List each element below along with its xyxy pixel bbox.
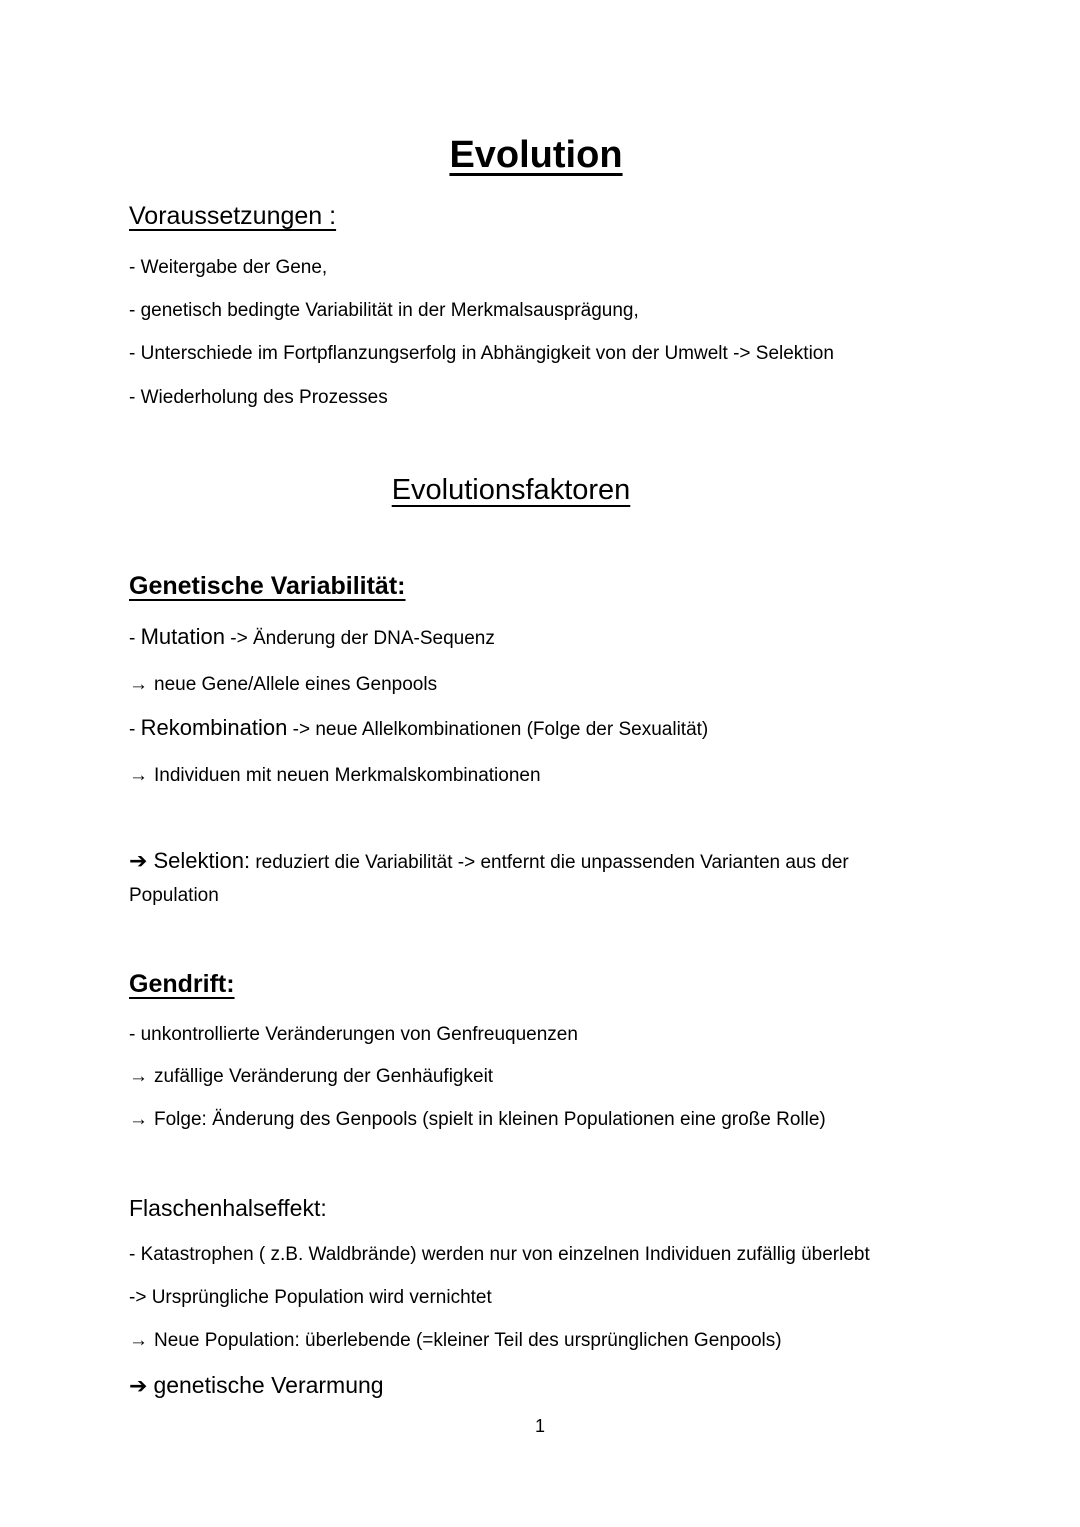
list-item: - Wiederholung des Prozesses	[129, 387, 388, 408]
flaschenhals-arrow-line	[129, 1330, 782, 1352]
bold-arrow-right-icon: ➔	[129, 848, 148, 873]
mutation-line	[129, 624, 495, 650]
rekombination-line	[129, 715, 708, 741]
flaschenhals-line: - Katastrophen ( z.B. Waldbrände) werden nur von einzelnen Individuen zufällig überlebt	[129, 1244, 870, 1265]
rekombination-result: Individuen mit neuen Merkmalskombinationen	[154, 765, 541, 786]
gendrift-heading: Gendrift:	[129, 970, 235, 998]
gendrift-line: - unkontrollierte Veränderungen von Genfreuquenzen	[129, 1024, 578, 1045]
flaschenhals-line-text: Neue Population: überlebende (=kleiner Teil des ursprünglichen Genpools)	[154, 1330, 782, 1351]
mutation-result-line	[129, 674, 437, 696]
arrow-right-icon: →	[129, 674, 148, 695]
rekombination-term: Rekombination	[140, 715, 288, 740]
list-item: - Unterschiede im Fortpflanzungserfolg in Abhängigkeit von der Umwelt -> Selektion	[129, 343, 834, 364]
rekombination-text: -> neue Allelkombinationen (Folge der Sexualität)	[287, 719, 709, 740]
page-title: Evolution	[449, 134, 623, 176]
genetische-variabilitaet-heading: Genetische Variabilität:	[129, 572, 406, 600]
arrow-right-icon: →	[129, 1066, 148, 1087]
flaschenhals-conclusion-line	[129, 1372, 384, 1399]
selektion-term: Selektion:	[153, 848, 251, 873]
mutation-text: -> Änderung der DNA-Sequenz	[225, 628, 495, 649]
selektion-line	[129, 848, 849, 874]
rekombination-prefix: -	[129, 719, 141, 740]
selektion-text: reduziert die Variabilität -> entfernt die unpassenden Varianten aus der	[250, 852, 849, 873]
rekombination-result-line	[129, 765, 541, 787]
gendrift-line-text: zufällige Veränderung der Genhäufigkeit	[154, 1066, 494, 1087]
flaschenhals-conclusion: genetische Verarmung	[153, 1372, 384, 1398]
gendrift-arrow-line	[129, 1066, 493, 1088]
mutation-term: Mutation	[140, 624, 225, 649]
list-item: - Weitergabe der Gene,	[129, 257, 328, 278]
voraussetzungen-heading: Voraussetzungen :	[129, 202, 337, 230]
arrow-right-icon: →	[129, 1109, 148, 1130]
gendrift-arrow-line	[129, 1109, 826, 1131]
flaschenhals-line: -> Ursprüngliche Population wird vernichtet	[129, 1287, 492, 1308]
gendrift-line-text: Folge: Änderung des Genpools (spielt in kleinen Populationen eine große Rolle)	[154, 1109, 826, 1130]
mutation-result: neue Gene/Allele eines Genpools	[154, 674, 438, 695]
arrow-right-icon: →	[129, 1330, 148, 1351]
page-number: 1	[534, 1416, 545, 1436]
selektion-continuation: Population	[129, 885, 219, 906]
list-item: - genetisch bedingte Variabilität in der Merkmalsausprägung,	[129, 300, 639, 321]
flaschenhals-heading: Flaschenhalseffekt:	[129, 1195, 327, 1221]
bold-arrow-right-icon: ➔	[129, 1373, 148, 1398]
arrow-right-icon: →	[129, 765, 148, 786]
evolutionsfaktoren-heading: Evolutionsfaktoren	[391, 474, 631, 506]
mutation-prefix: -	[129, 628, 141, 649]
